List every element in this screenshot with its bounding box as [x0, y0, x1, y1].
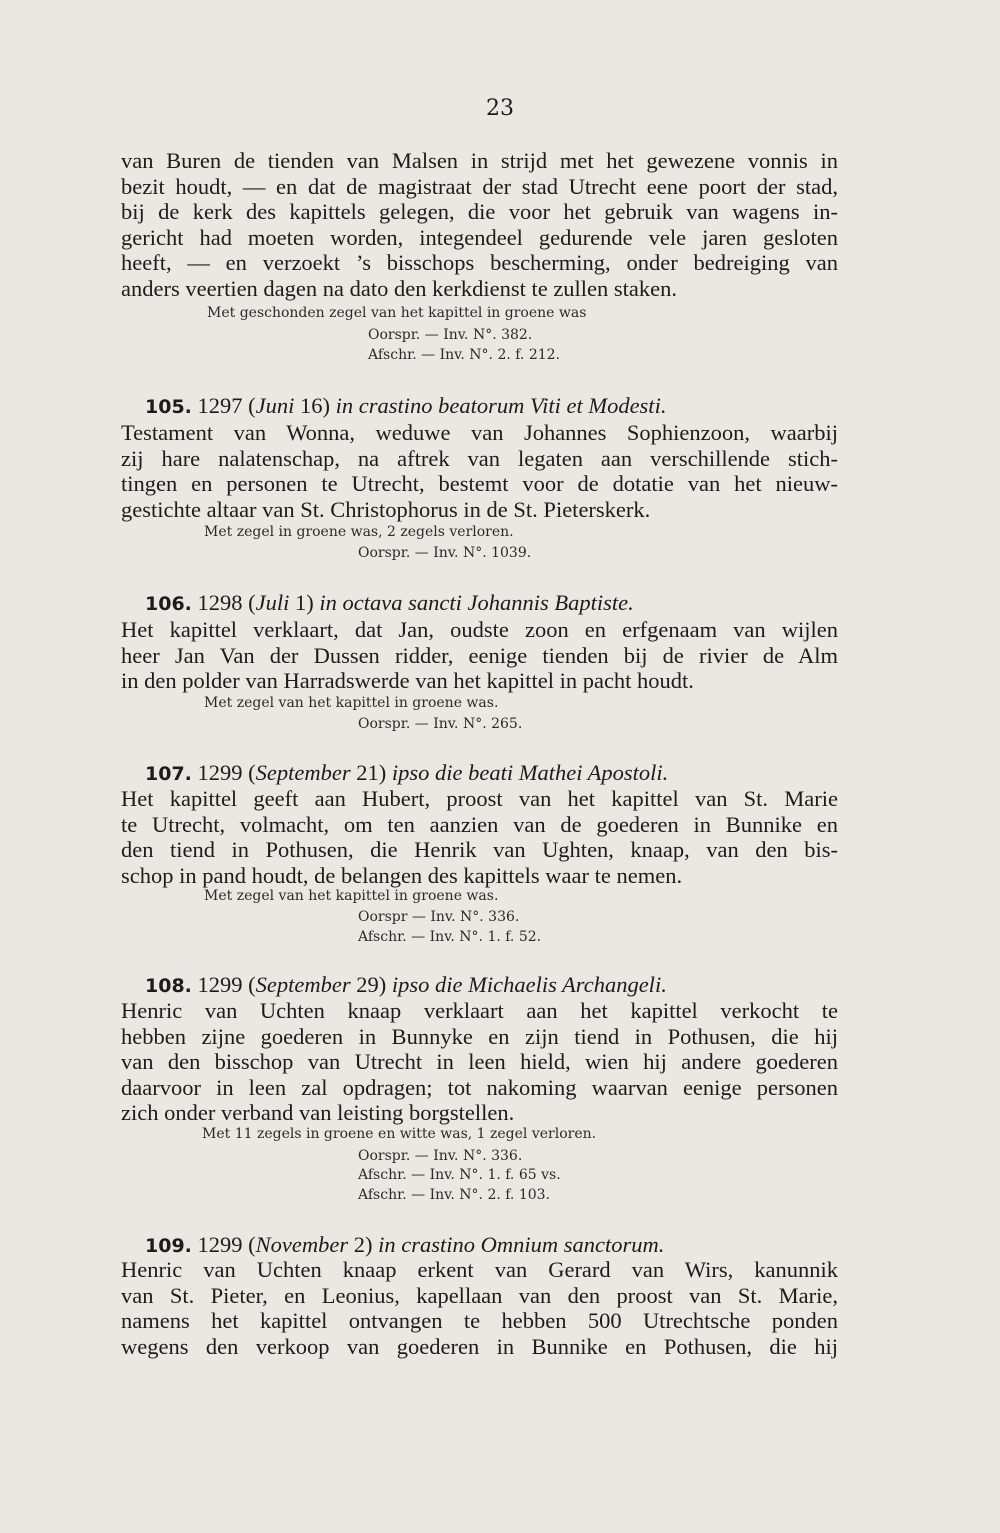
- text-line: van den bisschop van Utrecht in leen hield, wien hij andere goederen: [121, 1049, 838, 1074]
- entry-heading: 106. 1298 (Juli 1) in octava sancti Johannis Baptiste.: [145, 590, 634, 615]
- page-number: 23: [486, 96, 514, 121]
- text-line: anders veertien dagen na dato den kerkdienst te zullen staken.: [121, 275, 678, 301]
- text-line: heeft, — en verzoekt ’s bisschops bescherming, onder bedreiging van: [121, 250, 838, 275]
- entry-date: November: [255, 1232, 349, 1257]
- entry-day: 16): [300, 393, 331, 418]
- text-line: te Utrecht, volmacht, om ten aanzien van de goederen in Bunnike en: [121, 811, 838, 837]
- entry-feast: in crastino Omnium sanctorum.: [378, 1232, 665, 1257]
- entry-year: 1299: [197, 760, 243, 785]
- text-line: namens het kapittel ontvangen te hebben 500 Utrechtsche ponden: [121, 1308, 838, 1333]
- entry-heading: 107. 1299 (September 21) ipso die beati Mathei Apostoli.: [145, 760, 669, 785]
- text-line: van Buren de tienden van Malsen in strijd met het gewezene vonnis in: [121, 148, 838, 173]
- entry-paragraph: [121, 1257, 838, 1359]
- source-ref: Oorspr — Inv. N°. 336.: [358, 909, 520, 925]
- entry-number: 109.: [145, 1235, 192, 1257]
- entry-date: September: [255, 972, 351, 997]
- entry-year: 1299: [197, 1232, 243, 1257]
- entry-year: 1297: [197, 393, 243, 418]
- entry-day: 2): [353, 1232, 373, 1257]
- text-line: Henric van Uchten knaap erkent van Gerard van Wirs, kanunnik: [121, 1257, 838, 1282]
- entry-year: 1298: [197, 590, 243, 615]
- source-ref: Afschr. — Inv. N°. 2. f. 103.: [358, 1187, 551, 1203]
- entry-number: 105.: [145, 396, 192, 418]
- seal-note: Met zegel in groene was, 2 zegels verloren.: [204, 524, 514, 540]
- text-line: bezit houdt, — en dat de magistraat der stad Utrecht eene poort der stad,: [121, 173, 838, 199]
- text-line: gestichte altaar van St. Christophorus in de St. Pieterskerk.: [121, 496, 651, 522]
- text-line: in den polder van Harradswerde van het kapittel in pacht houdt.: [121, 668, 694, 693]
- entry-heading: 105. 1297 (Juni 16) in crastino beatorum Viti et Modesti.: [145, 393, 667, 418]
- text-line: Testament van Wonna, weduwe van Johannes Sophienzoon, waarbij: [121, 420, 838, 445]
- entry-feast: in octava sancti Johannis Baptiste.: [319, 590, 634, 615]
- entry-paragraph: [121, 617, 838, 694]
- entry-day: 29): [356, 972, 387, 997]
- text-line: daarvoor in leen zal opdragen; tot nakoming waarvan eenige personen: [121, 1074, 838, 1100]
- text-line: zich onder verband van leisting borgstellen.: [121, 1100, 515, 1125]
- entry-feast: in crastino beatorum Viti et Modesti.: [335, 393, 667, 418]
- seal-note: Met zegel van het kapittel in groene was.: [204, 695, 499, 711]
- intro-paragraph: [121, 148, 838, 301]
- seal-note: Met 11 zegels in groene en witte was, 1 zegel verloren.: [202, 1126, 597, 1142]
- text-line: gericht had moeten worden, integendeel gedurende vele jaren gesloten: [121, 224, 838, 250]
- entry-date: Juli: [255, 590, 290, 615]
- source-ref: Oorspr. — Inv. N°. 265.: [358, 716, 523, 732]
- text-line: bij de kerk des kapittels gelegen, die voor het gebruik van wagens in-: [121, 199, 838, 224]
- entry-date: Juni: [255, 393, 295, 418]
- source-ref: Oorspr. — Inv. N°. 336.: [358, 1148, 523, 1164]
- source-ref: Oorspr. — Inv. N°. 382.: [368, 327, 533, 343]
- entry-paragraph: [121, 420, 838, 522]
- text-line: zij hare nalatenschap, na aftrek van legaten aan verschillende stich-: [121, 445, 838, 471]
- text-line: Henric van Uchten knaap verklaart aan het kapittel verkocht te: [121, 998, 838, 1023]
- seal-note: Met zegel van het kapittel in groene was.: [204, 888, 499, 904]
- entry-paragraph: [121, 786, 838, 888]
- entry-feast: ipso die Michaelis Archangeli.: [391, 972, 667, 997]
- entry-day: 1): [295, 590, 314, 615]
- entry-feast: ipso die beati Mathei Apostoli.: [391, 760, 669, 785]
- text-line: van St. Pieter, en Leonius, kapellaan van den proost van St. Marie,: [121, 1282, 838, 1308]
- text-line: Het kapittel verklaart, dat Jan, oudste zoon en erfgenaam van wijlen: [121, 617, 838, 642]
- source-ref: Oorspr. — Inv. N°. 1039.: [358, 545, 532, 561]
- source-ref: Afschr. — Inv. N°. 2. f. 212.: [368, 347, 561, 363]
- entry-day: 21): [356, 760, 387, 785]
- seal-note: Met geschonden zegel van het kapittel in groene was: [207, 305, 587, 321]
- entry-number: 106.: [145, 593, 192, 615]
- text-line: den tiend in Pothusen, die Henrik van Ughten, knaap, van den bis-: [121, 837, 838, 862]
- source-ref: Afschr. — Inv. N°. 1. f. 65 vs.: [358, 1167, 561, 1183]
- entry-heading: 109. 1299 (November 2) in crastino Omnium sanctorum.: [145, 1232, 665, 1257]
- text-line: tingen en personen te Utrecht, bestemt voor de dotatie van het nieuw-: [121, 471, 838, 496]
- text-line: hebben zijne goederen in Bunnyke en zijn tiend in Pothusen, die hij: [121, 1023, 838, 1049]
- entry-date: September: [255, 760, 351, 785]
- entry-paragraph: [121, 998, 838, 1126]
- text-line: heer Jan Van der Dussen ridder, eenige tienden bij de rivier de Alm: [121, 642, 838, 668]
- text-line: wegens den verkoop van goederen in Bunnike en Pothusen, die hij: [121, 1333, 838, 1359]
- entry-number: 108.: [145, 975, 192, 997]
- text-line: Het kapittel geeft aan Hubert, proost van het kapittel van St. Marie: [121, 786, 838, 811]
- text-line: schop in pand houdt, de belangen des kapittels waar te nemen.: [121, 862, 683, 888]
- entry-heading: 108. 1299 (September 29) ipso die Michaelis Archangeli.: [145, 972, 667, 997]
- entry-year: 1299: [197, 972, 243, 997]
- entry-number: 107.: [145, 763, 192, 785]
- source-ref: Afschr. — Inv. N°. 1. f. 52.: [358, 929, 542, 945]
